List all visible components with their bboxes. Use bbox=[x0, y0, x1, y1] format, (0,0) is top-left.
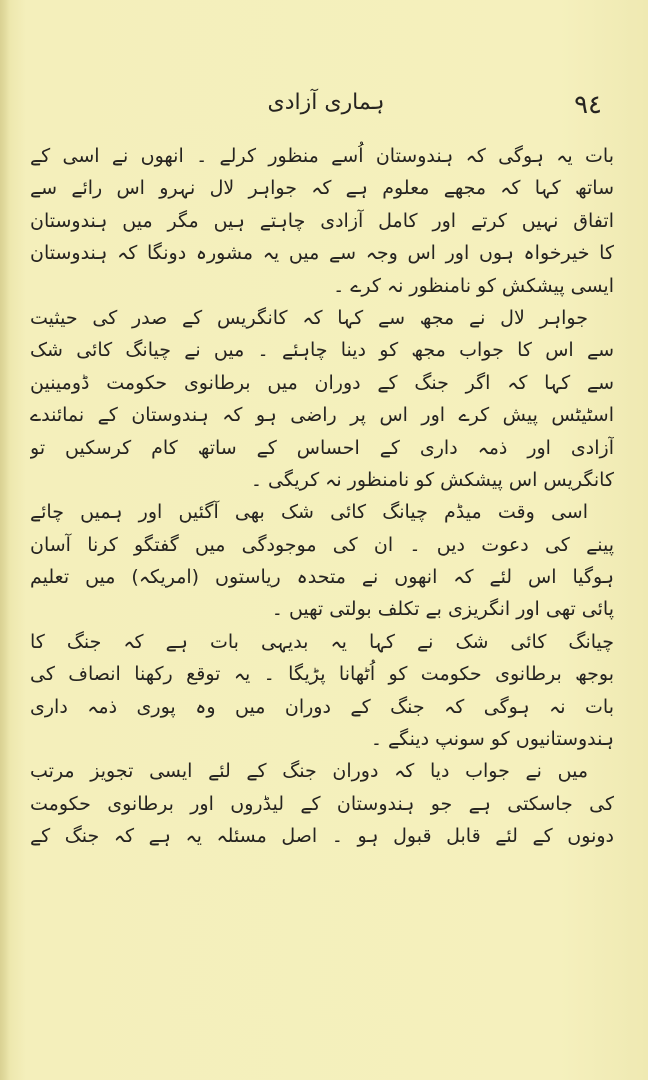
text-line: سے اس کا جواب مجھ کو دینا چاہئے ۔ میں نے چیانگ کائی شک bbox=[30, 339, 614, 362]
text-line: آزادی اور ذمہ داری کے احساس کے ساتھ کام کرسکیں تو bbox=[30, 436, 614, 459]
text-line: بات نہ ہوگی کہ جنگ کے دوران میں وہ پوری ذمہ داری bbox=[30, 695, 614, 718]
text-line: ہوگیا اس لئے کہ انھوں نے متحدہ ریاستوں (امریکہ) میں تعلیم bbox=[30, 566, 614, 589]
text-line: ایسی پیشکش کو نامنظور نہ کرے ۔ bbox=[333, 274, 614, 297]
text-line: پائی تھی اور انگریزی بے تکلف بولتی تھیں ۔ bbox=[271, 598, 614, 621]
text-line: ہندوستانیوں کو سونپ دینگے ۔ bbox=[370, 728, 614, 751]
text-line: اسٹیٹس پیش کرے اور اس پر راضی ہو کہ ہندوستان کے نمائندے bbox=[30, 404, 614, 427]
text-line: ساتھ کہا کہ مجھے معلوم ہے کہ جواہر لال نہرو اس رائے سے bbox=[30, 177, 614, 200]
text-line: جواہر لال نے مجھ سے کہا کہ کانگریس کے صدر کی حیثیت bbox=[30, 306, 588, 329]
text-line: میں نے جواب دیا کہ دوران جنگ کے لئے ایسی تجویز مرتب bbox=[30, 760, 588, 783]
text-line: سے کہا کہ اگر جنگ کے دوران میں برطانوی حکومت ڈومینین bbox=[30, 371, 614, 394]
text-line: بات یہ ہوگی کہ ہندوستان اُسے منظور کرلے ۔ انھوں نے اسی کے bbox=[30, 145, 614, 167]
page-header bbox=[40, 88, 612, 128]
body-text bbox=[30, 140, 614, 853]
page-gutter-shadow bbox=[0, 0, 10, 1080]
text-line: پینے کی دعوت دیں ۔ ان کی موجودگی میں گفتگو کرنا آسان bbox=[30, 533, 614, 556]
text-line: کا خیرخواہ ہوں اور اس وجہ سے میں یہ مشورہ دونگا کہ ہندوستان bbox=[30, 242, 614, 265]
running-title: ہماری آزادی bbox=[267, 90, 385, 115]
text-line: چیانگ کائی شک نے کہا یہ بدیہی بات ہے کہ جنگ کا bbox=[30, 630, 614, 653]
page-number: ۹٤ bbox=[574, 90, 602, 120]
text-line: دونوں کے لئے قابل قبول ہو ۔ اصل مسئلہ یہ ہے کہ جنگ کے bbox=[30, 825, 614, 848]
text-line: کانگریس اس پیشکش کو نامنظور نہ کریگی ۔ bbox=[250, 468, 614, 491]
text-line: اتفاق نہیں کرتے اور کامل آزادی چاہتے ہیں مگر میں ہندوستان bbox=[30, 209, 614, 232]
text-line: بوجھ برطانوی حکومت کو اُٹھانا پڑیگا ۔ یہ توقع رکھنا انصاف کی bbox=[30, 663, 614, 686]
text-line: اسی وقت میڈم چیانگ کائی شک بھی آگئیں اور ہمیں چائے bbox=[30, 501, 588, 524]
text-line: کی جاسکتی ہے جو ہندوستان کے لیڈروں اور برطانوی حکومت bbox=[30, 792, 614, 815]
